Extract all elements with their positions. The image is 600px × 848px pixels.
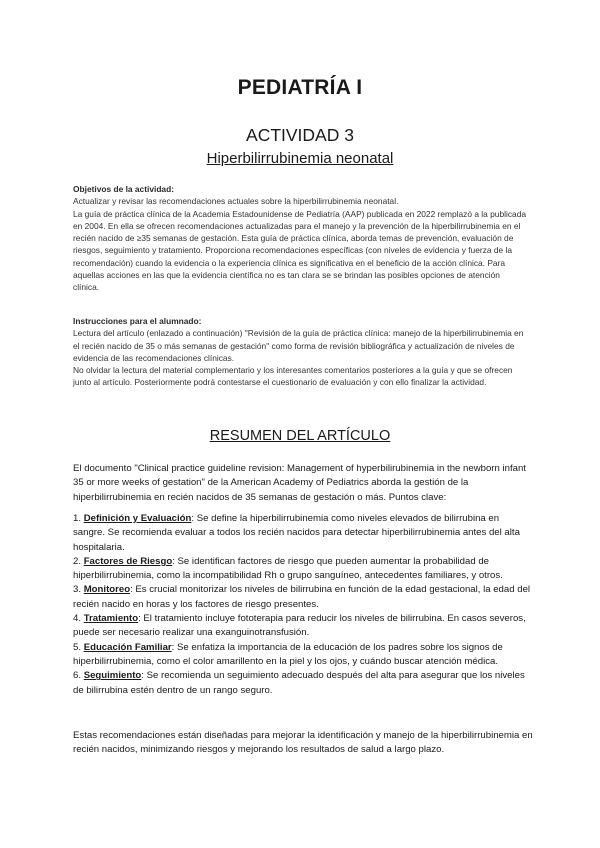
point-text: : Se enfatiza la importancia de la educación de los padres sobre los signos de hiperbilirrubinemia, como el color amarillento en la piel y los ojos, y cuándo buscar atención médica. [73, 641, 503, 667]
point-label: Factores de Riesgo [83, 555, 173, 567]
topic-title: Hiperbilirrubinemia neonatal [206, 150, 394, 167]
summary-intro [73, 462, 533, 505]
objectives-heading: Objetivos de la actividad: [73, 184, 174, 194]
summary-points [73, 512, 533, 698]
point-text: : Es crucial monitorizar los niveles de bilirrubina en función de la edad gestacional, la edad del recién nacido en horas y los factores de riesgo presentes. [73, 584, 531, 610]
instructions-section [73, 315, 528, 389]
summary-closing [73, 729, 533, 758]
point-text: : Se identifican factores de riesgo que pueden aumentar la probabilidad de hiperbilirrubinemia, como la incompatibilidad Rh o grupo sanguíneo, antecedentes familiares, y otros. [73, 555, 503, 582]
objectives-paragraph: Actualizar y revisar las recomendaciones actuales sobre la hiperbilirrubinemia neonatal. [73, 196, 399, 207]
point-label: Definición y Evaluación [83, 513, 192, 524]
point-text: : El tratamiento incluye fototerapia para reducir los niveles de bilirrubina. En casos severos, puede ser necesario realizar una exanguinotransfusión. [73, 613, 526, 639]
activity-title: ACTIVIDAD 3 [246, 125, 354, 145]
instructions-heading: Instrucciones para el alumnado: [73, 316, 202, 326]
objectives-paragraph: La guía de práctica clínica de la Academia Estadounidense de Pediatría (AAP) publicada en 2022 remplazó a la publicada en 2004. En ella se ofrecen recomendaciones actualizadas para el manejo y la prevención de la hiperbilirrubinemia en el recién nacido de ≥35 semanas de gestación. Esta guía de práctica clínica, aborda temas de prevención, evaluación de riesgos, seguimiento y tratamiento. Proporciona recomendaciones específicas (con niveles de evidencia y fuerza de la recomendación) cuando la evidencia o la experiencia clínica es significativa en el beneficio de la acción clínica. Para aquellas acciones en las que la evidencia científica no es tan clara se se brindan las posibles opciones de atención clínica. [73, 208, 527, 293]
point-text: : Se define la hiperbilirrubinemia como niveles elevados de bilirrubina en sangre. Se recomienda evaluar a todos los recién nacidos para detectar hiperbilirrubinemia antes del alta hospitalaria. [73, 513, 520, 553]
page-title: PEDIATRÍA I [237, 76, 363, 99]
point-label: Educación Familiar [83, 641, 172, 653]
point-number: 2. [73, 555, 82, 567]
point-number: 4. [73, 613, 82, 625]
instructions-paragraph: Lectura del artículo (enlazado a continuación) "Revisión de la guía de práctica clínica: manejo de la hiperbilirrubinemia en el recién nacido de 35 o más semanas de gestación" como forma de revisión bibliográfica y actualización de niveles de evidencia de las recomendaciones clínicas. [73, 328, 524, 363]
list-item [73, 583, 533, 612]
point-number: 5. [73, 641, 82, 653]
summary-closing-text: Estas recomendaciones están diseñadas para mejorar la identificación y manejo de la hiperbilirrubinemia en recién nacidos, minimizando riesgos y mejorando los resultados de salud a largo plazo. [73, 730, 533, 756]
list-item [73, 512, 533, 555]
point-label: Seguimiento [83, 670, 142, 682]
point-label: Monitoreo [83, 584, 131, 596]
list-item [73, 669, 533, 698]
list-item [73, 612, 533, 641]
point-text: : Se recomienda un seguimiento adecuado después del alta para asegurar que los niveles de bilirrubina estén dentro de un rango seguro. [73, 670, 525, 696]
instructions-paragraph: No olvidar la lectura del material complementario y los interesantes comentarios posteriores a la guía y que se ofrecen junto al artículo. Posteriormente podrá contestarse el cuestionario de evaluación y con ello finalizar la actividad. [73, 365, 513, 388]
point-number: 1. [73, 513, 82, 524]
list-item [73, 555, 533, 584]
summary-heading: RESUMEN DEL ARTÍCULO [209, 428, 391, 444]
point-number: 3. [73, 584, 82, 596]
summary-intro-text: El documento "Clinical practice guideline revision: Management of hyperbilirubinemia in the newborn infant 35 or more weeks of gestation" de la American Academy of Pediatrics aborda la gestión de la hiperbilirrubinemia en recién nacidos de 35 semanas de gestación o más. Puntos clave: [73, 463, 526, 503]
point-label: Tratamiento [83, 613, 139, 625]
list-item [73, 641, 533, 670]
point-number: 6. [73, 670, 82, 682]
objectives-section [73, 183, 528, 294]
